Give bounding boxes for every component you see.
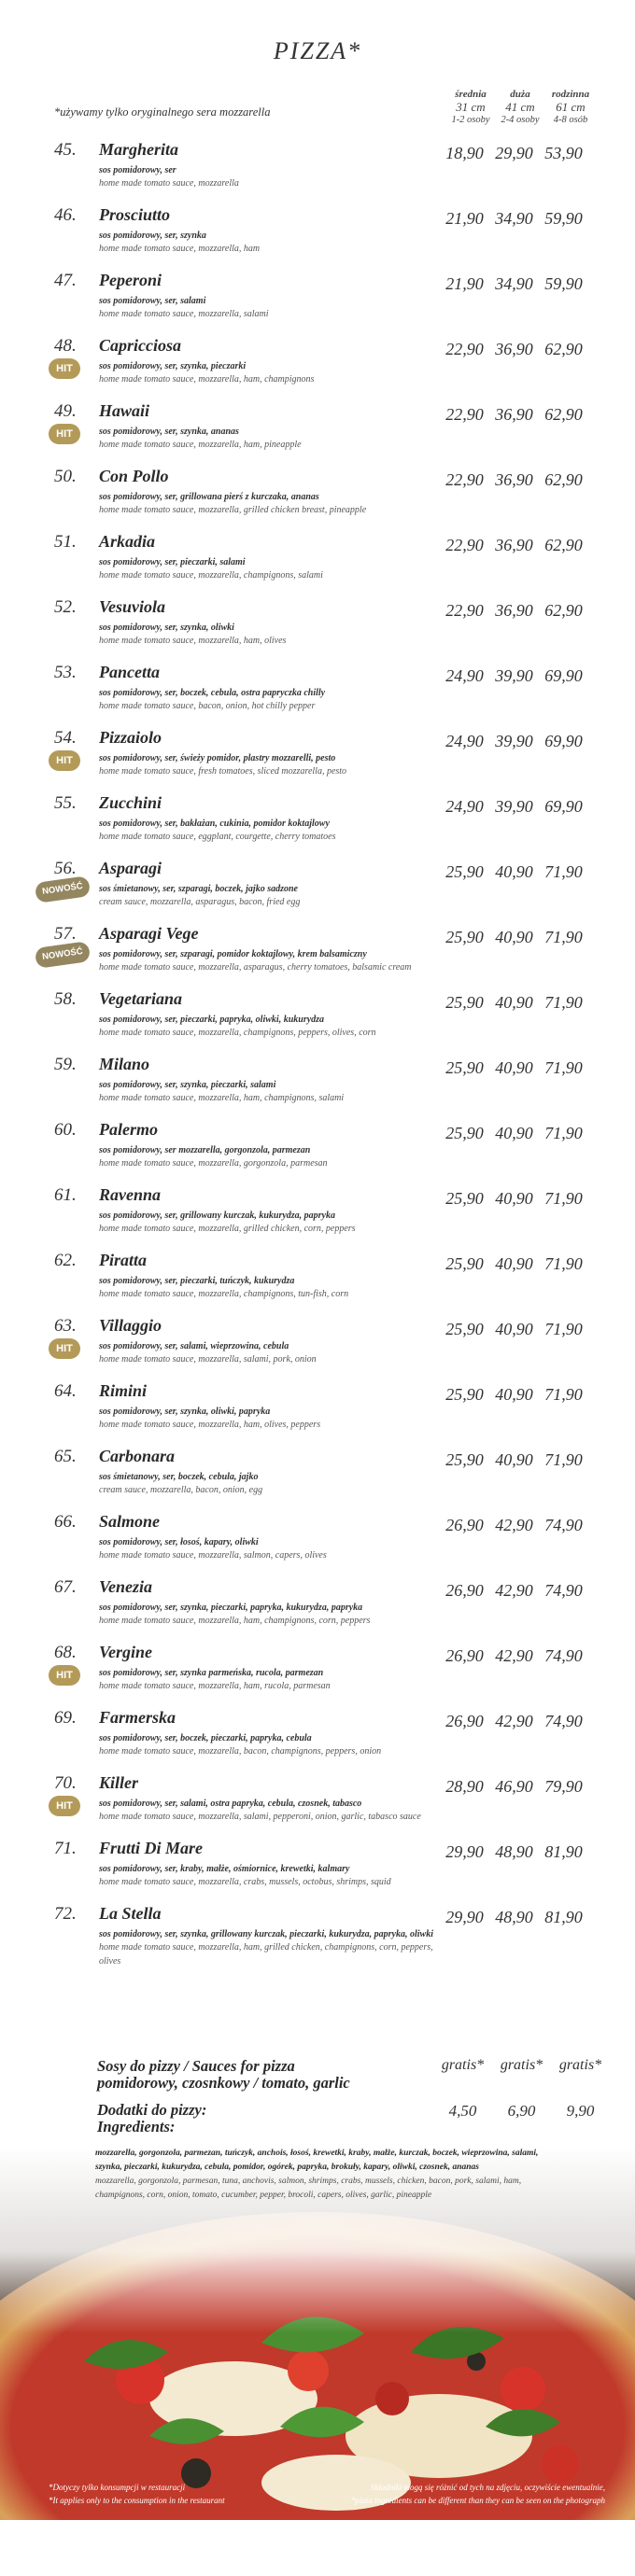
price-large: 36,90: [495, 601, 533, 620]
menu-item: [0, 401, 635, 452]
price-family: 69,90: [544, 732, 583, 750]
item-name: Vergine: [99, 1643, 153, 1661]
item-name: Palermo: [99, 1120, 158, 1139]
price-large: 40,90: [495, 1124, 533, 1142]
item-ingredients-pl: sos pomidorowy, ser, szynka, pieczarki: [99, 361, 247, 371]
item-prices: [441, 536, 635, 555]
item-prices: [441, 1124, 635, 1143]
item-prices: [441, 1712, 635, 1731]
item-ingredients-en: home made tomato sauce, mozzarella, salmon, capers, olives: [99, 1550, 327, 1561]
item-prices: [441, 274, 635, 294]
item-prices: [441, 405, 635, 425]
item-number: 50.: [54, 467, 77, 486]
item-prices: [441, 1058, 635, 1078]
item-number: 63.: [54, 1316, 77, 1336]
item-ingredients-en: home made tomato sauce, mozzarella, salami, pork, onion: [99, 1354, 317, 1365]
item-prices: [441, 862, 635, 882]
hit-badge: HIT: [49, 1338, 80, 1359]
menu-item: [0, 1185, 635, 1236]
price-large: 34,90: [495, 274, 533, 293]
price-medium: 22,90: [445, 340, 484, 358]
item-number: 56.: [54, 859, 77, 878]
price-medium: 25,90: [445, 862, 484, 881]
item-name: Peperoni: [99, 271, 162, 289]
item-number: 61.: [54, 1185, 77, 1205]
price-family: 71,90: [544, 993, 583, 1012]
item-ingredients-pl: sos pomidorowy, ser, szynka, ananas: [99, 427, 239, 437]
item-ingredients-pl: sos pomidorowy, ser, pieczarki, salami: [99, 557, 246, 567]
addon-price-large: 6,90: [507, 2102, 536, 2120]
price-large: 42,90: [495, 1516, 533, 1534]
item-name: Carbonara: [99, 1447, 176, 1465]
item-prices: [441, 1450, 635, 1470]
item-ingredients-pl: sos pomidorowy, ser, boczek, cebula, ostra papryczka chilly: [99, 688, 326, 698]
item-prices: [441, 209, 635, 229]
price-large: 40,90: [495, 1450, 533, 1469]
ingredients-pl: mozzarella, gorgonzola, parmezan, tuńczyk, anchois, łosoś, krewetki, kraby, małże, kurczak, boczek, wieprzowina, salami, szynka, pieczarki, kukurydza, cebula, pomidor, ogórek, papryka, brokuły, kapary, oliwki, czosnek, ananas: [95, 2149, 539, 2172]
item-number: 57.: [54, 924, 77, 944]
sauce-price-large: gratis*: [500, 2057, 543, 2073]
item-ingredients-en: home made tomato sauce, mozzarella, ham: [99, 244, 261, 254]
item-number: 60.: [54, 1120, 77, 1140]
item-number: 47.: [54, 271, 77, 290]
item-name: Ravenna: [99, 1185, 162, 1204]
hit-badge: HIT: [49, 1796, 80, 1816]
menu-item: [0, 1773, 635, 1824]
price-medium: 22,90: [445, 536, 484, 554]
item-name: Zucchini: [99, 793, 162, 812]
price-medium: 25,90: [445, 1450, 484, 1469]
item-ingredients-en: cream sauce, mozzarella, bacon, onion, egg: [99, 1485, 263, 1495]
item-ingredients-en: home made tomato sauce, eggplant, courgette, cherry tomatoes: [99, 832, 336, 842]
size-header-family: rodzinna 61 cm 4-8 osób: [551, 89, 590, 125]
item-number: 58.: [54, 989, 77, 1009]
item-ingredients-pl: sos pomidorowy, ser, szynka, oliwki, papryka: [99, 1407, 271, 1417]
menu-item: [0, 1447, 635, 1497]
item-number: 49.: [54, 401, 77, 421]
item-ingredients-pl: sos pomidorowy, ser, szynka, oliwki: [99, 623, 234, 633]
menu-item: [0, 532, 635, 582]
price-large: 48,90: [495, 1908, 533, 1926]
sauce-price-family: gratis*: [558, 2057, 602, 2073]
item-ingredients-pl: sos pomidorowy, ser, kraby, małże, ośmiornice, krewetki, kalmary: [99, 1864, 350, 1874]
item-prices: [441, 797, 635, 817]
menu-item: [0, 205, 635, 256]
item-prices: [441, 1581, 635, 1601]
price-medium: 21,90: [445, 274, 484, 293]
ingredients-list: [95, 2147, 543, 2203]
item-ingredients-pl: sos śmietanowy, ser, szparagi, boczek, jajko sadzone: [99, 884, 298, 894]
price-family: 71,90: [544, 1189, 583, 1208]
item-number: 64.: [54, 1381, 77, 1401]
item-ingredients-en: home made tomato sauce, fresh tomatoes, sliced mozzarella, pesto: [99, 766, 347, 777]
item-number: 53.: [54, 663, 77, 682]
item-name: Asparagi Vege: [99, 924, 199, 943]
item-ingredients-en: home made tomato sauce, mozzarella, ham, olives, peppers: [99, 1420, 321, 1430]
addon-price-medium: 4,50: [448, 2102, 477, 2120]
price-large: 40,90: [495, 993, 533, 1012]
price-family: 71,90: [544, 1385, 583, 1404]
menu-item: [0, 989, 635, 1040]
price-large: 36,90: [495, 340, 533, 358]
item-name: Con Pollo: [99, 467, 169, 485]
item-prices: [441, 470, 635, 490]
item-number: 55.: [54, 793, 77, 813]
item-prices: [441, 1908, 635, 1927]
menu-item: [0, 859, 635, 909]
price-family: 62,90: [544, 405, 583, 424]
price-medium: 24,90: [445, 732, 484, 750]
price-family: 62,90: [544, 470, 583, 489]
price-large: 36,90: [495, 405, 533, 424]
ingredients-en: mozzarella, gorgonzola, parmesan, tuna, anchovis, salmon, shrimps, crabs, mussels, chicken, bacon, pork, salami, ham, champignons, corn, onion, tomato, cucumber, pepper, brocoli, capers, olives, garlic, pineapple: [95, 2177, 522, 2200]
item-number: 66.: [54, 1512, 77, 1532]
price-family: 74,90: [544, 1516, 583, 1534]
price-medium: 25,90: [445, 1385, 484, 1404]
price-medium: 22,90: [445, 405, 484, 424]
item-prices: [441, 1254, 635, 1274]
item-ingredients-pl: sos pomidorowy, ser, salami, wieprzowina, cebula: [99, 1341, 289, 1351]
price-medium: 25,90: [445, 1058, 484, 1077]
price-large: 40,90: [495, 1254, 533, 1273]
item-prices: [441, 993, 635, 1013]
mozzarella-note: *używamy tylko oryginalnego sera mozzarella: [54, 105, 271, 119]
price-medium: 26,90: [445, 1581, 484, 1600]
item-ingredients-en: home made tomato sauce, mozzarella, ham, olives: [99, 636, 287, 646]
price-family: 69,90: [544, 666, 583, 685]
price-family: 74,90: [544, 1646, 583, 1665]
item-prices: [441, 144, 635, 163]
menu-item: [0, 1120, 635, 1170]
item-ingredients-en: cream sauce, mozzarella, asparagus, bacon, fried egg: [99, 897, 301, 907]
item-name: Vesuviola: [99, 597, 166, 616]
item-number: 51.: [54, 532, 77, 552]
price-family: 71,90: [544, 1320, 583, 1338]
price-family: 71,90: [544, 1058, 583, 1077]
item-prices: [441, 601, 635, 621]
item-ingredients-en: home made tomato sauce, mozzarella, gorgonzola, parmesan: [99, 1158, 328, 1169]
item-ingredients-pl: sos pomidorowy, ser, pieczarki, papryka, oliwki, kukurydza: [99, 1015, 325, 1025]
addon-price-family: 9,90: [566, 2102, 595, 2120]
item-name: Villaggio: [99, 1316, 162, 1335]
item-name: Hawaii: [99, 401, 150, 420]
item-ingredients-pl: sos śmietanowy, ser, boczek, cebula, jajko: [99, 1472, 259, 1482]
item-ingredients-pl: sos pomidorowy, ser, pieczarki, tuńczyk, kukurydza: [99, 1276, 295, 1286]
price-large: 36,90: [495, 536, 533, 554]
item-ingredients-pl: sos pomidorowy, ser, boczek, pieczarki, papryka, cebula: [99, 1733, 312, 1743]
item-ingredients-pl: sos pomidorowy, ser, łosoś, kapary, oliwki: [99, 1537, 259, 1547]
item-number: 67.: [54, 1577, 77, 1597]
item-ingredients-pl: sos pomidorowy, ser, szynka, pieczarki, salami: [99, 1080, 276, 1090]
item-ingredients-pl: sos pomidorowy, ser, szynka, grillowany kurczak, pieczarki, kukurydza, papryka, oliwki: [99, 1929, 433, 1939]
price-large: 40,90: [495, 862, 533, 881]
item-ingredients-en: home made tomato sauce, mozzarella, salami: [99, 309, 269, 319]
item-name: Pizzaiolo: [99, 728, 162, 747]
price-family: 62,90: [544, 340, 583, 358]
price-large: 40,90: [495, 1058, 533, 1077]
item-number: 72.: [54, 1904, 77, 1924]
new-badge: NOWOŚĆ: [35, 941, 91, 969]
price-family: 81,90: [544, 1842, 583, 1861]
pizza-photo: [0, 2147, 635, 2520]
hit-badge: HIT: [49, 424, 80, 444]
item-ingredients-en: home made tomato sauce, bacon, onion, hot chilly pepper: [99, 701, 316, 711]
price-large: 46,90: [495, 1777, 533, 1796]
item-name: Frutti Di Mare: [99, 1839, 204, 1857]
footer-note-right: Składniki mogą się różnić od tych na zdjęciu, oczywiście ewentualnie, *pizza ingredients can be different than they can be seen on the photograph: [350, 2483, 605, 2505]
price-large: 40,90: [495, 1385, 533, 1404]
item-prices: [441, 1385, 635, 1405]
price-family: 74,90: [544, 1581, 583, 1600]
footer-note-left: *Dotyczy tylko konsumpcji w restauracji *It applies only to the consumption in the restaurant: [49, 2483, 225, 2505]
item-prices: [441, 1842, 635, 1862]
price-medium: 25,90: [445, 1320, 484, 1338]
item-ingredients-en: home made tomato sauce, mozzarella, champignons, tun-fish, corn: [99, 1289, 349, 1299]
item-ingredients-pl: sos pomidorowy, ser, szynka, pieczarki, papryka, kukurydza, papryka: [99, 1603, 363, 1613]
menu-item: [0, 271, 635, 321]
item-ingredients-en: home made tomato sauce, mozzarella: [99, 178, 239, 189]
price-family: 59,90: [544, 274, 583, 293]
item-ingredients-en: home made tomato sauce, mozzarella, ham, champignons: [99, 374, 315, 385]
item-number: 68.: [54, 1643, 77, 1662]
item-number: 59.: [54, 1055, 77, 1074]
price-large: 48,90: [495, 1842, 533, 1861]
price-medium: 25,90: [445, 1124, 484, 1142]
item-name: Arkadia: [99, 532, 156, 551]
pizza-menu-list: [0, 140, 635, 1983]
item-ingredients-en: home made tomato sauce, mozzarella, ham, champignons, corn, peppers: [99, 1616, 371, 1626]
item-ingredients-en: home made tomato sauce, mozzarella, salami, pepperoni, onion, garlic, tabasco sauce: [99, 1812, 421, 1822]
item-prices: [441, 1320, 635, 1339]
menu-item: [0, 467, 635, 517]
item-name: Pancetta: [99, 663, 160, 681]
menu-item: [0, 336, 635, 386]
price-medium: 26,90: [445, 1712, 484, 1730]
price-large: 34,90: [495, 209, 533, 228]
item-prices: [441, 666, 635, 686]
price-large: 40,90: [495, 928, 533, 946]
item-ingredients-en: home made tomato sauce, mozzarella, ham, grilled chicken, champignons, corn, peppers, olives: [99, 1942, 433, 1967]
price-large: 40,90: [495, 1320, 533, 1338]
price-large: 42,90: [495, 1581, 533, 1600]
price-family: 81,90: [544, 1908, 583, 1926]
item-number: 65.: [54, 1447, 77, 1466]
price-large: 40,90: [495, 1189, 533, 1208]
price-large: 42,90: [495, 1712, 533, 1730]
item-ingredients-pl: sos pomidorowy, ser, salami, ostra papryka, cebula, czosnek, tabasco: [99, 1799, 362, 1809]
price-medium: 22,90: [445, 601, 484, 620]
item-ingredients-pl: sos pomidorowy, ser mozzarella, gorgonzola, parmezan: [99, 1145, 311, 1155]
item-prices: [441, 928, 635, 947]
item-ingredients-en: home made tomato sauce, mozzarella, crabs, mussels, octobus, shrimps, squid: [99, 1877, 391, 1887]
price-family: 71,90: [544, 1124, 583, 1142]
item-name: Prosciutto: [99, 205, 171, 224]
menu-item: [0, 1577, 635, 1628]
price-medium: 28,90: [445, 1777, 484, 1796]
item-ingredients-pl: sos pomidorowy, ser, bakłażan, cukinia, pomidor koktajlowy: [99, 819, 330, 829]
item-name: Capricciosa: [99, 336, 181, 355]
item-ingredients-pl: sos pomidorowy, ser, salami: [99, 296, 206, 306]
price-family: 53,90: [544, 144, 583, 162]
price-family: 71,90: [544, 1254, 583, 1273]
item-ingredients-pl: sos pomidorowy, ser, szynka parmeńska, rucola, parmezan: [99, 1668, 324, 1678]
addons-prices: [434, 2102, 630, 2121]
sauce-price-medium: gratis*: [441, 2057, 485, 2073]
price-large: 39,90: [495, 666, 533, 685]
item-prices: [441, 732, 635, 751]
item-number: 48.: [54, 336, 77, 356]
price-family: 71,90: [544, 1450, 583, 1469]
item-number: 62.: [54, 1251, 77, 1270]
item-prices: [441, 1516, 635, 1535]
price-medium: 26,90: [445, 1516, 484, 1534]
item-ingredients-en: home made tomato sauce, mozzarella, asparagus, cherry tomatoes, balsamic cream: [99, 962, 412, 973]
item-number: 54.: [54, 728, 77, 748]
price-medium: 24,90: [445, 797, 484, 816]
item-number: 46.: [54, 205, 77, 225]
price-family: 62,90: [544, 601, 583, 620]
menu-item: [0, 924, 635, 974]
item-number: 52.: [54, 597, 77, 617]
item-name: Vegetariana: [99, 989, 183, 1008]
item-ingredients-pl: sos pomidorowy, ser, szynka: [99, 231, 206, 241]
item-prices: [441, 340, 635, 359]
price-medium: 26,90: [445, 1646, 484, 1665]
size-header-large: duża 41 cm 2-4 osoby: [501, 89, 540, 125]
price-medium: 29,90: [445, 1842, 484, 1861]
item-ingredients-pl: sos pomidorowy, ser, grillowana pierś z kurczaka, ananas: [99, 492, 319, 502]
price-medium: 29,90: [445, 1908, 484, 1926]
hit-badge: HIT: [49, 358, 80, 379]
price-family: 62,90: [544, 536, 583, 554]
price-medium: 24,90: [445, 666, 484, 685]
sauces-title: Sosy do pizzy / Sauces for pizza: [97, 2057, 295, 2075]
addons-title: Dodatki do pizzy:: [97, 2101, 207, 2119]
price-family: 71,90: [544, 928, 583, 946]
hit-badge: HIT: [49, 750, 80, 771]
item-name: Piratta: [99, 1251, 148, 1269]
item-ingredients-pl: sos pomidorowy, ser: [99, 165, 176, 175]
sauces-prices: [434, 2057, 630, 2074]
ingredients-title: Ingredients:: [97, 2118, 176, 2135]
item-ingredients-pl: sos pomidorowy, ser, grillowany kurczak, kukurydza, papryka: [99, 1211, 335, 1221]
menu-item: [0, 1251, 635, 1301]
menu-item: [0, 793, 635, 844]
price-large: 29,90: [495, 144, 533, 162]
price-large: 39,90: [495, 732, 533, 750]
menu-item: [0, 728, 635, 778]
item-name: Farmerska: [99, 1708, 176, 1727]
item-ingredients-en: home made tomato sauce, mozzarella, champignons, salami: [99, 570, 323, 581]
item-ingredients-en: home made tomato sauce, mozzarella, ham, rucola, parmesan: [99, 1681, 331, 1691]
menu-item: [0, 1055, 635, 1105]
item-name: Venezia: [99, 1577, 153, 1596]
price-family: 69,90: [544, 797, 583, 816]
item-name: Margherita: [99, 140, 179, 159]
item-name: La Stella: [99, 1904, 162, 1923]
price-family: 74,90: [544, 1712, 583, 1730]
item-name: Asparagi: [99, 859, 162, 877]
item-prices: [441, 1777, 635, 1797]
page-title: PIZZA*: [273, 37, 362, 64]
item-ingredients-en: home made tomato sauce, mozzarella, grilled chicken, corn, peppers: [99, 1224, 356, 1234]
item-number: 69.: [54, 1708, 77, 1728]
menu-item: [0, 140, 635, 190]
menu-item: [0, 1316, 635, 1366]
menu-item: [0, 1904, 635, 1968]
item-ingredients-en: home made tomato sauce, mozzarella, bacon, champignons, peppers, onion: [99, 1746, 382, 1757]
price-medium: 25,90: [445, 1189, 484, 1208]
item-name: Rimini: [99, 1381, 148, 1400]
price-medium: 18,90: [445, 144, 484, 162]
item-name: Salmone: [99, 1512, 161, 1531]
price-family: 59,90: [544, 209, 583, 228]
item-ingredients-en: home made tomato sauce, mozzarella, ham, champignons, salami: [99, 1093, 345, 1103]
menu-item: [0, 1381, 635, 1432]
menu-item: [0, 597, 635, 648]
item-number: 70.: [54, 1773, 77, 1793]
addons-section: [97, 2102, 206, 2135]
menu-item: [0, 1708, 635, 1758]
item-ingredients-pl: sos pomidorowy, ser, świeży pomidor, plastry mozzarelli, pesto: [99, 753, 336, 763]
item-number: 71.: [54, 1839, 77, 1858]
menu-item: [0, 663, 635, 713]
menu-item: [0, 1839, 635, 1889]
item-ingredients-en: home made tomato sauce, mozzarella, ham, pineapple: [99, 440, 302, 450]
menu-item: [0, 1643, 635, 1693]
price-family: 79,90: [544, 1777, 583, 1796]
menu-item: [0, 1512, 635, 1562]
item-name: Milano: [99, 1055, 150, 1073]
new-badge: NOWOŚĆ: [35, 875, 91, 903]
price-medium: 25,90: [445, 1254, 484, 1273]
item-prices: [441, 1189, 635, 1209]
price-large: 42,90: [495, 1646, 533, 1665]
item-ingredients-pl: sos pomidorowy, ser, szparagi, pomidor koktajlowy, krem balsamiczny: [99, 949, 367, 959]
price-medium: 21,90: [445, 209, 484, 228]
price-medium: 25,90: [445, 928, 484, 946]
price-medium: 22,90: [445, 470, 484, 489]
item-prices: [441, 1646, 635, 1666]
price-large: 39,90: [495, 797, 533, 816]
sauces-section: [97, 2058, 350, 2092]
sauces-list: pomidorowy, czosnkowy / tomato, garlic: [97, 2074, 350, 2092]
item-name: Killer: [99, 1773, 139, 1792]
price-medium: 25,90: [445, 993, 484, 1012]
item-ingredients-en: home made tomato sauce, mozzarella, grilled chicken breast, pineapple: [99, 505, 367, 515]
hit-badge: HIT: [49, 1665, 80, 1686]
item-ingredients-en: home made tomato sauce, mozzarella, champignons, peppers, olives, corn: [99, 1028, 376, 1038]
size-header-medium: średnia 31 cm 1-2 osoby: [451, 89, 490, 125]
item-number: 45.: [54, 140, 77, 160]
price-large: 36,90: [495, 470, 533, 489]
price-family: 71,90: [544, 862, 583, 881]
